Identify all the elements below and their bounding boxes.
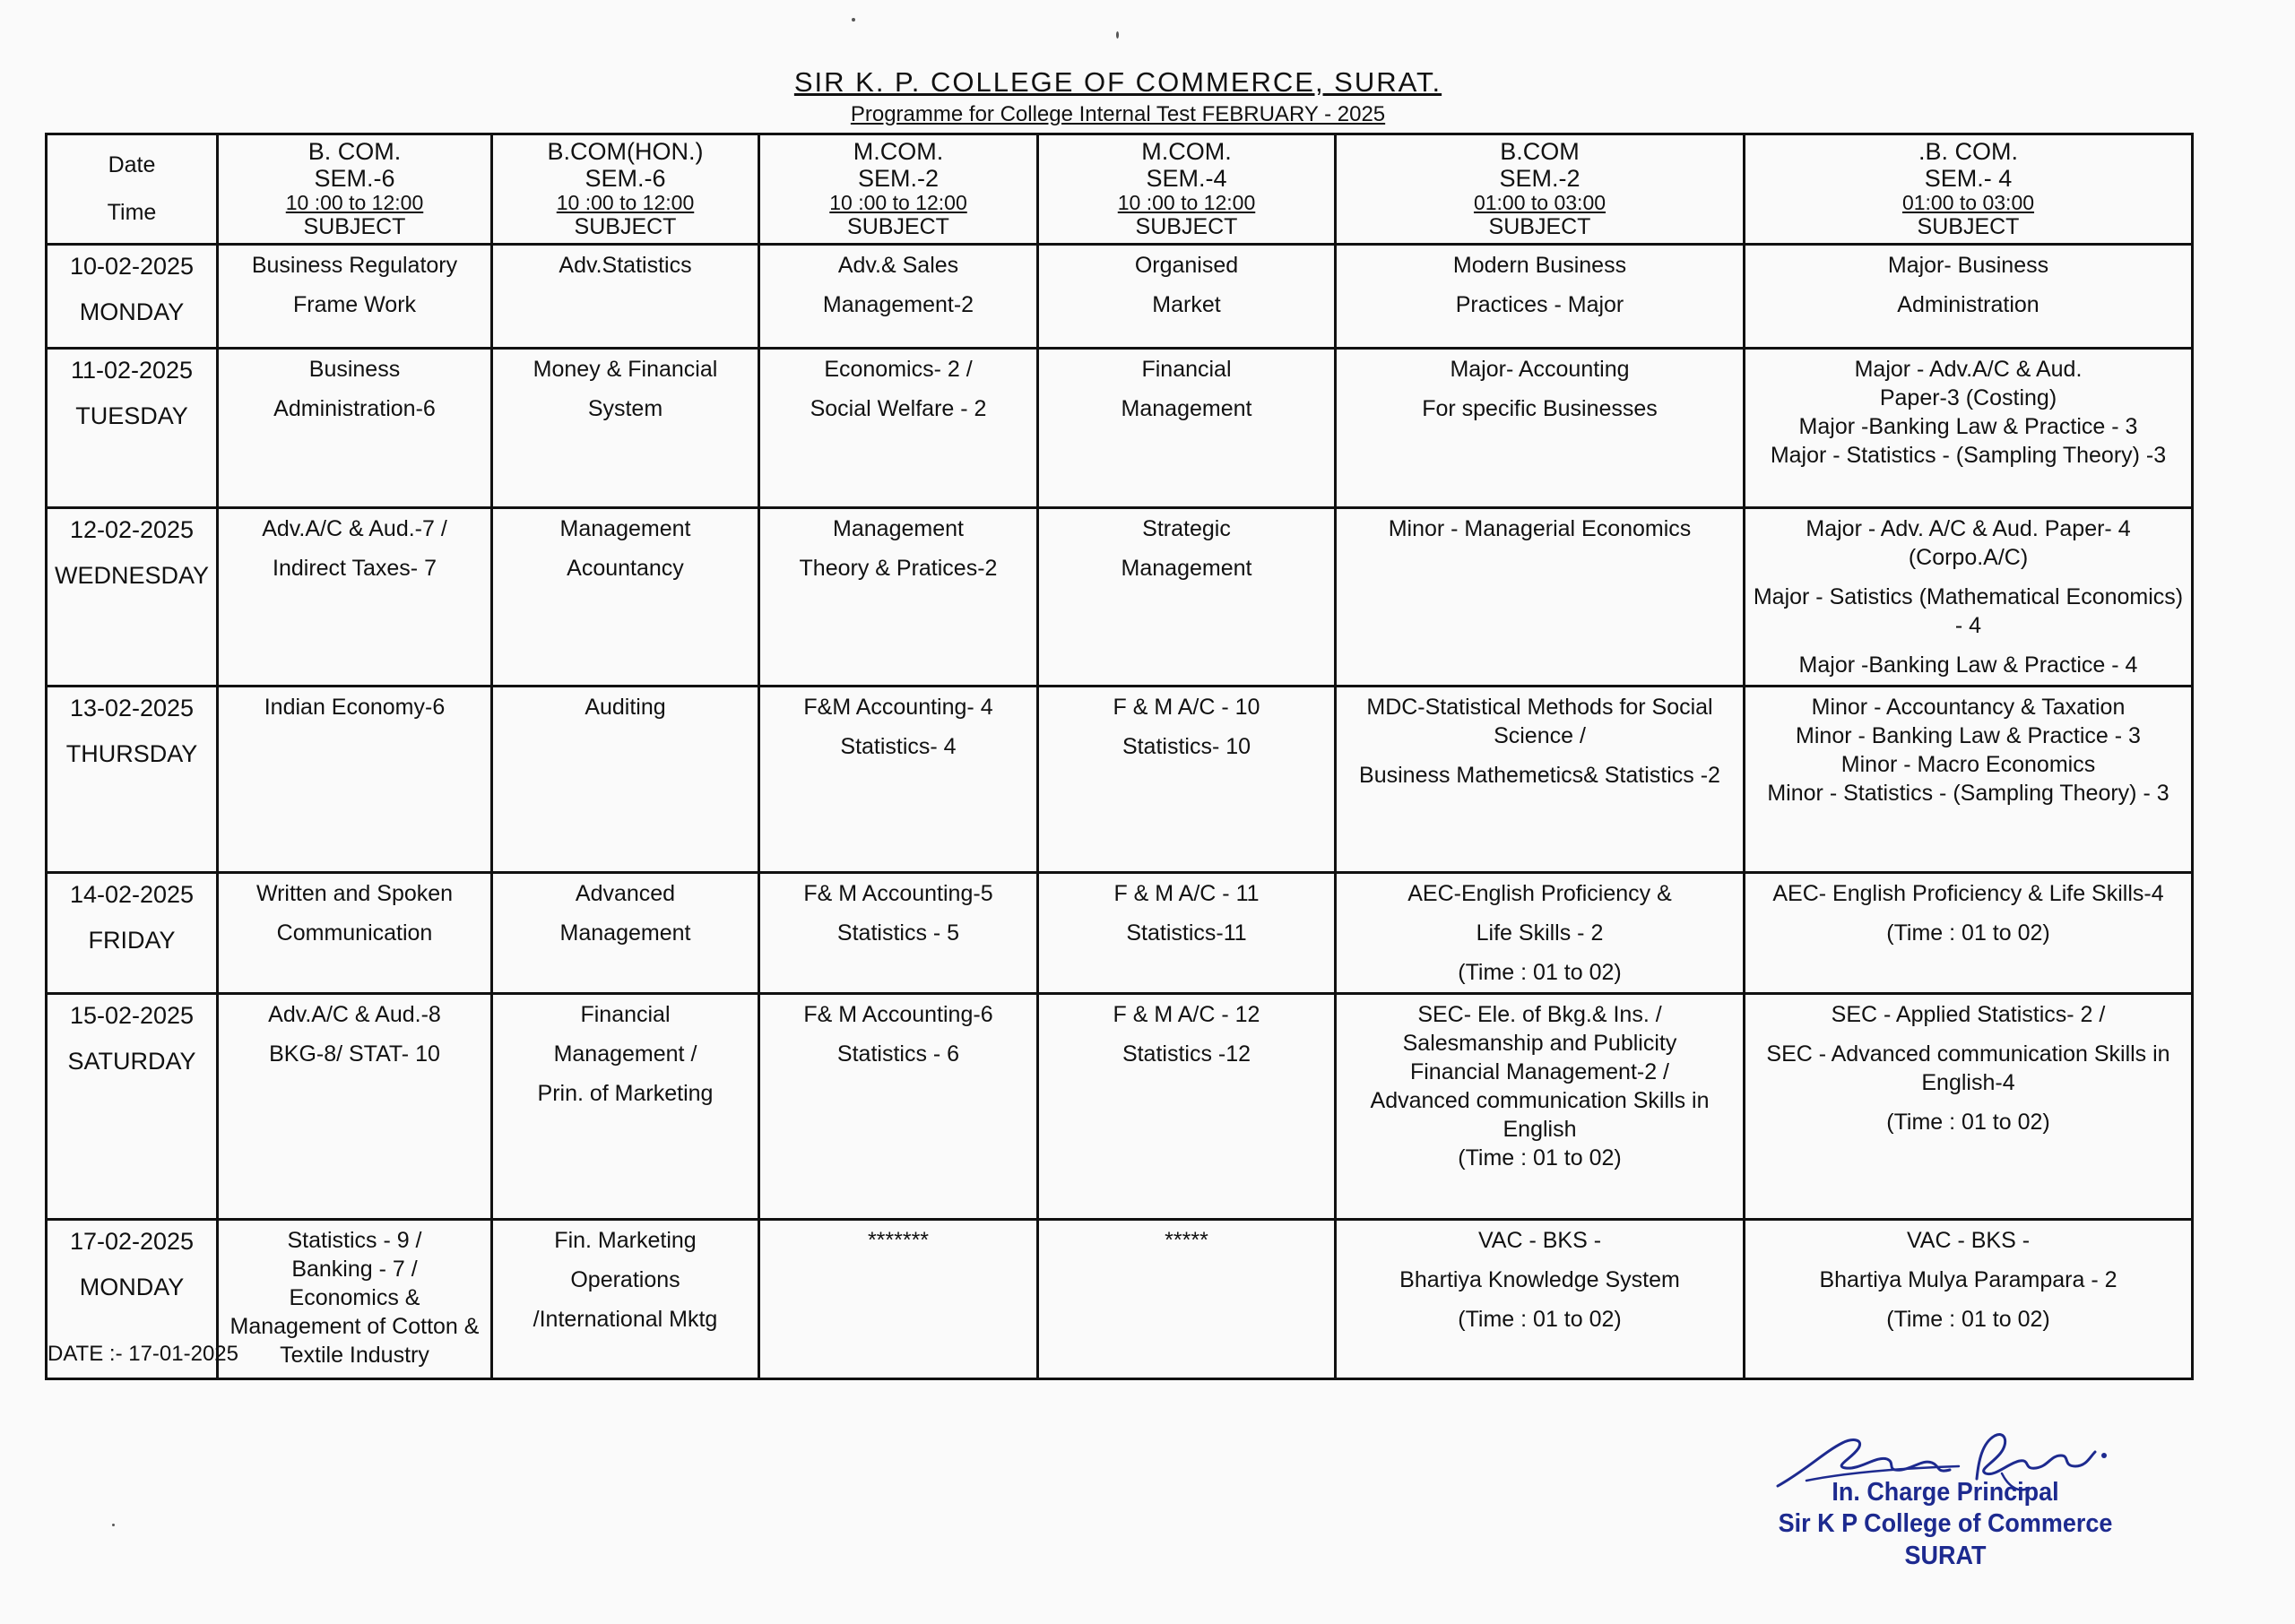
subject-line: MDC-Statistical Methods for Social Science / bbox=[1366, 695, 1713, 749]
time-slot: 10 :00 to 12:00 bbox=[285, 191, 424, 215]
subject-line: (Time : 01 to 02) bbox=[1886, 1307, 2050, 1333]
subject-line: (Time : 01 to 02) bbox=[1886, 1110, 2050, 1136]
subject-cell bbox=[1038, 873, 1336, 994]
exam-day: MONDAY bbox=[79, 298, 185, 325]
subject-line: Major - Adv.A/C & Aud. bbox=[1854, 357, 2083, 383]
exam-date: 17-02-2025 bbox=[69, 1228, 195, 1256]
subject-line: Management bbox=[559, 516, 691, 542]
subject-line: Salesmanship and Publicity bbox=[1402, 1031, 1677, 1057]
subject-line: AEC- English Proficiency & Life Skills-4 bbox=[1772, 881, 2164, 907]
subject-cell bbox=[1745, 245, 2193, 349]
subject-line: F& M Accounting-5 bbox=[803, 881, 993, 907]
subject-cell bbox=[492, 994, 759, 1220]
subject-cell bbox=[492, 245, 759, 349]
table-row bbox=[47, 994, 2193, 1220]
paper-speck bbox=[852, 18, 855, 22]
subject-line: Statistics- 10 bbox=[1122, 734, 1251, 760]
subject-line: BKG-8/ STAT- 10 bbox=[269, 1041, 440, 1067]
subject-line: Major- Business bbox=[1887, 253, 2049, 279]
subject-cell bbox=[218, 349, 492, 508]
subject-line: Strategic bbox=[1142, 516, 1231, 542]
exam-date: 15-02-2025 bbox=[69, 1002, 195, 1030]
subject-line: SEC - Applied Statistics- 2 / bbox=[1831, 1002, 2106, 1028]
subject-line: AEC-English Proficiency & bbox=[1407, 881, 1672, 907]
table-row bbox=[47, 349, 2193, 508]
subject-cell bbox=[218, 508, 492, 687]
time-slot: 10 :00 to 12:00 bbox=[829, 191, 967, 215]
semester-label: SEM.-4 bbox=[1146, 164, 1227, 192]
column-header bbox=[1038, 134, 1336, 245]
subject-line: Management bbox=[559, 920, 691, 946]
exam-timetable bbox=[45, 133, 2194, 1380]
subject-cell bbox=[218, 687, 492, 873]
subject-line: Adv.Statistics bbox=[559, 253, 692, 279]
issue-date: DATE :- 17-01-2025 bbox=[48, 1342, 238, 1366]
subject-cell bbox=[1038, 994, 1336, 1220]
subject-label: SUBJECT bbox=[847, 213, 949, 239]
date-cell bbox=[47, 245, 218, 349]
date-cell bbox=[47, 873, 218, 994]
date-cell bbox=[47, 687, 218, 873]
subject-line: Business bbox=[308, 357, 401, 383]
subject-line: Fin. Marketing bbox=[554, 1228, 697, 1254]
subject-line: Minor - Managerial Economics bbox=[1388, 516, 1692, 542]
subject-cell bbox=[1038, 508, 1336, 687]
subject-line: Management-2 bbox=[822, 292, 974, 318]
subject-line: Statistics - 5 bbox=[836, 920, 960, 946]
subject-line: Management bbox=[833, 516, 964, 542]
semester-label: SEM.- 4 bbox=[1924, 164, 2013, 192]
exam-date: 12-02-2025 bbox=[69, 516, 195, 544]
subject-cell bbox=[218, 245, 492, 349]
subject-line: Financial bbox=[1141, 357, 1232, 383]
subject-line: Business Regulatory bbox=[251, 253, 458, 279]
subject-line: Minor - Statistics - (Sampling Theory) - 3 bbox=[1767, 781, 2169, 807]
subject-cell bbox=[218, 994, 492, 1220]
stamp-line-title: In. Charge Principal bbox=[1832, 1478, 2059, 1507]
subject-cell bbox=[759, 1220, 1038, 1379]
time-slot: 01:00 to 03:00 bbox=[1901, 191, 2035, 215]
subject-line: Major -Banking Law & Practice - 3 bbox=[1798, 414, 2138, 440]
subject-line: Economics & bbox=[289, 1285, 420, 1311]
subject-line: Minor - Macro Economics bbox=[1840, 752, 2096, 778]
subject-line: Financial bbox=[580, 1002, 671, 1028]
table-row bbox=[47, 245, 2193, 349]
subject-line: Money & Financial bbox=[533, 357, 718, 383]
semester-label: SEM.-6 bbox=[314, 164, 395, 192]
subject-line: ******* bbox=[867, 1228, 930, 1254]
subject-line: Banking - 7 / bbox=[291, 1257, 418, 1283]
table-row bbox=[47, 873, 2193, 994]
subject-line: Management bbox=[1121, 556, 1252, 582]
subject-line: Market bbox=[1152, 292, 1221, 318]
subject-cell bbox=[1336, 349, 1745, 508]
subject-line: Advanced bbox=[575, 881, 676, 907]
subject-line: Modern Business bbox=[1452, 253, 1627, 279]
programme-subtitle: Programme for College Internal Test FEBRUARY - 2025 bbox=[850, 102, 1386, 126]
subject-line: Theory & Pratices-2 bbox=[799, 556, 998, 582]
subject-line: Statistics - 9 / bbox=[287, 1228, 422, 1254]
subject-line: SEC - Advanced communication Skills in English-4 bbox=[1766, 1041, 2170, 1096]
programme-name: .B. COM. bbox=[1918, 138, 2018, 165]
subject-line: Written and Spoken bbox=[255, 881, 454, 907]
subject-cell bbox=[759, 687, 1038, 873]
subject-cell bbox=[759, 873, 1038, 994]
exam-day: MONDAY bbox=[79, 1273, 185, 1300]
subject-line: Financial Management-2 / bbox=[1409, 1059, 1670, 1085]
subject-line: Minor - Accountancy & Taxation bbox=[1811, 695, 2126, 721]
subject-label: SUBJECT bbox=[1135, 213, 1238, 239]
subject-line: Statistics- 4 bbox=[840, 734, 957, 760]
subject-line: Life Skills - 2 bbox=[1476, 920, 1604, 946]
date-cell bbox=[47, 508, 218, 687]
programme-name: M.COM. bbox=[1141, 138, 1232, 165]
subject-cell bbox=[1745, 994, 2193, 1220]
column-header bbox=[759, 134, 1038, 245]
programme-name: B.COM bbox=[1500, 138, 1580, 165]
exam-date: 10-02-2025 bbox=[69, 253, 195, 281]
subject-line: Paper-3 (Costing) bbox=[1879, 385, 2057, 411]
paper-speck bbox=[1116, 31, 1119, 39]
timetable-body bbox=[47, 245, 2193, 1379]
programme-name: M.COM. bbox=[853, 138, 944, 165]
date-cell bbox=[47, 994, 218, 1220]
subject-cell bbox=[492, 349, 759, 508]
subject-line: Business Mathemetics& Statistics -2 bbox=[1359, 763, 1720, 789]
subject-line: Management / bbox=[553, 1041, 697, 1067]
subject-cell bbox=[218, 1220, 492, 1379]
subject-line: /International Mktg bbox=[533, 1307, 718, 1333]
subject-line: Organised bbox=[1134, 253, 1239, 279]
subject-label: SUBJECT bbox=[1917, 213, 2020, 239]
column-header bbox=[492, 134, 759, 245]
subject-cell bbox=[1336, 994, 1745, 1220]
subject-cell bbox=[1336, 508, 1745, 687]
subject-cell bbox=[1038, 245, 1336, 349]
subject-line: Administration-6 bbox=[273, 396, 436, 422]
subject-line: Major -Banking Law & Practice - 4 bbox=[1798, 652, 2138, 678]
subject-line: Adv.A/C & Aud.-7 / bbox=[262, 516, 447, 542]
semester-label: SEM.-6 bbox=[585, 164, 666, 192]
exam-day: SATURDAY bbox=[67, 1047, 196, 1075]
subject-cell bbox=[1038, 349, 1336, 508]
subject-line: Major - Adv. A/C & Aud. Paper- 4 (Corpo.A/C) bbox=[1806, 516, 2131, 571]
time-slot: 10 :00 to 12:00 bbox=[556, 191, 695, 215]
header-row bbox=[47, 134, 2193, 245]
programme-name: B.COM(HON.) bbox=[547, 138, 704, 165]
subject-line: ***** bbox=[1165, 1228, 1208, 1254]
subject-line: Advanced communication Skills in English bbox=[1370, 1088, 1710, 1143]
subject-line: Frame Work bbox=[292, 292, 417, 318]
subject-line: SEC- Ele. of Bkg.& Ins. / bbox=[1417, 1002, 1662, 1028]
subject-cell bbox=[1038, 687, 1336, 873]
column-header bbox=[218, 134, 492, 245]
subject-cell bbox=[1336, 687, 1745, 873]
subject-label: SUBJECT bbox=[303, 213, 406, 239]
subject-line: F & M A/C - 10 bbox=[1113, 695, 1260, 721]
table-row bbox=[47, 508, 2193, 687]
subject-line: Statistics -12 bbox=[1122, 1041, 1251, 1067]
date-time-header bbox=[47, 134, 218, 245]
subject-line: Operations bbox=[570, 1267, 680, 1293]
subject-line: Management of Cotton & Textile Industry bbox=[230, 1314, 480, 1369]
semester-label: SEM.-2 bbox=[1499, 164, 1581, 192]
subject-cell bbox=[1745, 873, 2193, 994]
subject-cell bbox=[218, 873, 492, 994]
subject-line: Minor - Banking Law & Practice - 3 bbox=[1796, 723, 2141, 749]
subject-line: (Time : 01 to 02) bbox=[1886, 920, 2050, 946]
exam-day: TUESDAY bbox=[75, 402, 188, 429]
date-header-label: Date bbox=[108, 151, 156, 177]
college-title: SIR K. P. COLLEGE OF COMMERCE, SURAT. bbox=[793, 66, 1442, 98]
subject-cell bbox=[1745, 687, 2193, 873]
exam-date: 11-02-2025 bbox=[70, 357, 194, 384]
programme-name: B. COM. bbox=[307, 138, 402, 165]
subject-line: Prin. of Marketing bbox=[537, 1081, 714, 1107]
subject-line: Administration bbox=[1897, 292, 2040, 318]
subject-cell bbox=[759, 994, 1038, 1220]
subject-line: VAC - BKS - bbox=[1906, 1228, 2031, 1254]
exam-day: WEDNESDAY bbox=[54, 561, 210, 589]
subject-cell bbox=[1038, 1220, 1336, 1379]
exam-date: 14-02-2025 bbox=[69, 881, 195, 909]
subject-cell bbox=[1745, 349, 2193, 508]
subject-line: For specific Businesses bbox=[1422, 396, 1658, 422]
subject-cell bbox=[759, 349, 1038, 508]
subject-line: F& M Accounting-6 bbox=[803, 1002, 993, 1028]
subject-line: Major- Accounting bbox=[1450, 357, 1630, 383]
subject-cell bbox=[1336, 873, 1745, 994]
date-cell bbox=[47, 349, 218, 508]
subject-line: Acountancy bbox=[567, 556, 684, 582]
subject-cell bbox=[1745, 508, 2193, 687]
subject-line: Major - Satistics (Mathematical Economics) - 4 bbox=[1753, 584, 2184, 639]
principal-stamp bbox=[1771, 1477, 2121, 1572]
subject-line: Indirect Taxes- 7 bbox=[273, 556, 437, 582]
subject-line: Adv.A/C & Aud.-8 bbox=[268, 1002, 441, 1028]
subject-line: Major - Statistics - (Sampling Theory) -3 bbox=[1770, 443, 2167, 469]
table-row bbox=[47, 687, 2193, 873]
paper-speck bbox=[112, 1524, 115, 1526]
subject-cell bbox=[1745, 1220, 2193, 1379]
subject-cell bbox=[492, 687, 759, 873]
subject-line: F & M A/C - 12 bbox=[1113, 1002, 1260, 1028]
exam-day: THURSDAY bbox=[65, 739, 198, 767]
subject-line: Statistics - 6 bbox=[836, 1041, 960, 1067]
subject-line: Practices - Major bbox=[1455, 292, 1624, 318]
subject-line: Bhartiya Knowledge System bbox=[1399, 1267, 1680, 1293]
subject-line: (Time : 01 to 02) bbox=[1458, 1307, 1622, 1333]
subject-cell bbox=[492, 873, 759, 994]
subject-line: F&M Accounting- 4 bbox=[803, 695, 993, 721]
subject-line: Social Welfare - 2 bbox=[810, 396, 987, 422]
subject-cell bbox=[759, 508, 1038, 687]
subject-cell bbox=[492, 508, 759, 687]
column-header bbox=[1745, 134, 2193, 245]
time-slot: 10 :00 to 12:00 bbox=[1117, 191, 1256, 215]
semester-label: SEM.-2 bbox=[857, 164, 940, 192]
subject-label: SUBJECT bbox=[1488, 213, 1591, 239]
subject-line: Economics- 2 / bbox=[824, 357, 973, 383]
subject-line: (Time : 01 to 02) bbox=[1458, 1145, 1622, 1171]
subject-line: Adv.& Sales bbox=[837, 253, 959, 279]
subject-line: Management bbox=[1121, 396, 1252, 422]
subject-cell bbox=[1336, 245, 1745, 349]
exam-date: 13-02-2025 bbox=[69, 695, 195, 722]
subject-cell bbox=[759, 245, 1038, 349]
table-row bbox=[47, 1220, 2193, 1379]
stamp-line-college: Sir K P College of Commerce bbox=[1778, 1509, 2113, 1539]
exam-day: FRIDAY bbox=[88, 926, 176, 954]
subject-line: Communication bbox=[276, 920, 433, 946]
subject-line: (Time : 01 to 02) bbox=[1458, 960, 1622, 986]
subject-line: F & M A/C - 11 bbox=[1113, 881, 1260, 907]
subject-line: VAC - BKS - bbox=[1477, 1228, 1602, 1254]
subject-line: System bbox=[587, 396, 663, 422]
subject-line: Statistics-11 bbox=[1126, 920, 1247, 946]
subject-line: Bhartiya Mulya Parampara - 2 bbox=[1819, 1267, 2117, 1293]
subject-line: Indian Economy-6 bbox=[264, 695, 446, 721]
time-slot: 01:00 to 03:00 bbox=[1473, 191, 1606, 215]
subject-line: Auditing bbox=[585, 695, 666, 721]
time-header-label: Time bbox=[107, 200, 157, 226]
subject-cell bbox=[492, 1220, 759, 1379]
subject-label: SUBJECT bbox=[574, 213, 677, 239]
column-header bbox=[1336, 134, 1745, 245]
stamp-line-city: SURAT bbox=[1904, 1541, 1987, 1570]
subject-cell bbox=[1336, 1220, 1745, 1379]
